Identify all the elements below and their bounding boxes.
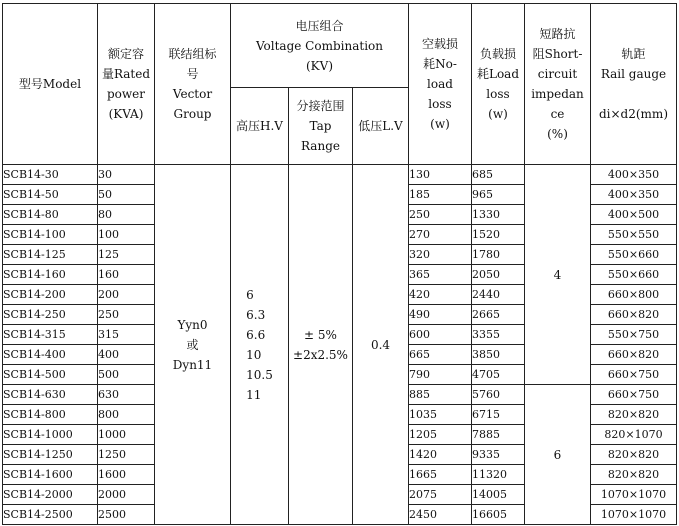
- vector-group-line: Dyn11: [172, 357, 213, 372]
- rail-gauge-cell: 820×820: [591, 445, 677, 465]
- transformer-spec-table: [2, 3, 677, 525]
- rail-gauge-cell: 660×820: [591, 305, 677, 325]
- power-cell: 800: [98, 405, 155, 425]
- load-loss-cell: 4705: [472, 365, 525, 385]
- power-cell: 500: [98, 365, 155, 385]
- load-loss-cell: 6715: [472, 405, 525, 425]
- load-loss-cell: 1330: [472, 205, 525, 225]
- model-cell: SCB14-100: [3, 225, 98, 245]
- load-loss-cell: 14005: [472, 485, 525, 505]
- no-load-loss-cell: 2075: [409, 485, 472, 505]
- model-cell: SCB14-250: [3, 305, 98, 325]
- header-no-load-loss: 空载损 耗No- load loss (w): [409, 4, 472, 165]
- power-cell: 400: [98, 345, 155, 365]
- header-impedance: 短路抗 阻Short- circuit impedan ce (%): [525, 4, 591, 165]
- no-load-loss-cell: 1420: [409, 445, 472, 465]
- lv-cell: 0.4: [353, 165, 409, 525]
- rail-gauge-cell: 550×550: [591, 225, 677, 245]
- power-cell: 50: [98, 185, 155, 205]
- load-loss-cell: 1520: [472, 225, 525, 245]
- power-cell: 80: [98, 205, 155, 225]
- rail-gauge-cell: 660×750: [591, 385, 677, 405]
- hv-values: [246, 285, 273, 405]
- model-cell: SCB14-400: [3, 345, 98, 365]
- no-load-loss-cell: 600: [409, 325, 472, 345]
- no-load-loss-cell: 1665: [409, 465, 472, 485]
- load-loss-cell: 2665: [472, 305, 525, 325]
- power-cell: 160: [98, 265, 155, 285]
- no-load-loss-cell: 490: [409, 305, 472, 325]
- no-load-loss-cell: 665: [409, 345, 472, 365]
- header-rated-power: 额定容 量Rated power (KVA): [98, 4, 155, 165]
- power-cell: 200: [98, 285, 155, 305]
- power-cell: 250: [98, 305, 155, 325]
- load-loss-cell: 7885: [472, 425, 525, 445]
- header-hv: 高压H.V: [231, 88, 289, 165]
- rail-gauge-cell: 660×820: [591, 345, 677, 365]
- rail-gauge-cell: 660×750: [591, 365, 677, 385]
- rail-gauge-cell: 820×820: [591, 465, 677, 485]
- power-cell: 125: [98, 245, 155, 265]
- power-cell: 1600: [98, 465, 155, 485]
- header-model: 型号Model: [3, 4, 98, 165]
- table-row: [3, 165, 677, 185]
- header-voltage-combination: 电压组合 Voltage Combination (KV): [231, 4, 409, 88]
- power-cell: 2000: [98, 485, 155, 505]
- model-cell: SCB14-1250: [3, 445, 98, 465]
- model-cell: SCB14-2000: [3, 485, 98, 505]
- no-load-loss-cell: 130: [409, 165, 472, 185]
- header-tap-range: 分接范围 Tap Range: [289, 88, 353, 165]
- power-cell: 315: [98, 325, 155, 345]
- power-cell: 1250: [98, 445, 155, 465]
- rail-gauge-cell: 550×660: [591, 265, 677, 285]
- load-loss-cell: 16605: [472, 505, 525, 525]
- no-load-loss-cell: 1035: [409, 405, 472, 425]
- model-cell: SCB14-1600: [3, 465, 98, 485]
- header-load-loss: 负载损 耗Load loss (w): [472, 4, 525, 165]
- load-loss-cell: 3355: [472, 325, 525, 345]
- hv-value: 6: [246, 287, 254, 302]
- header-lv: 低压L.V: [353, 88, 409, 165]
- rail-gauge-cell: 400×350: [591, 185, 677, 205]
- header-rail-gauge: 轨距 Rail gauge di×d2(mm): [591, 4, 677, 165]
- no-load-loss-cell: 885: [409, 385, 472, 405]
- hv-value: 10.5: [246, 367, 273, 382]
- no-load-loss-cell: 185: [409, 185, 472, 205]
- load-loss-cell: 5760: [472, 385, 525, 405]
- no-load-loss-cell: 320: [409, 245, 472, 265]
- vector-group-cell: [155, 165, 231, 525]
- rail-gauge-cell: 820×820: [591, 405, 677, 425]
- model-cell: SCB14-315: [3, 325, 98, 345]
- model-cell: SCB14-125: [3, 245, 98, 265]
- hv-value: 6.3: [246, 307, 266, 322]
- power-cell: 30: [98, 165, 155, 185]
- model-cell: SCB14-1000: [3, 425, 98, 445]
- no-load-loss-cell: 790: [409, 365, 472, 385]
- load-loss-cell: 9335: [472, 445, 525, 465]
- no-load-loss-cell: 2450: [409, 505, 472, 525]
- load-loss-cell: 2050: [472, 265, 525, 285]
- impedance-cell: 4: [525, 165, 591, 385]
- no-load-loss-cell: 270: [409, 225, 472, 245]
- power-cell: 1000: [98, 425, 155, 445]
- no-load-loss-cell: 420: [409, 285, 472, 305]
- vector-group-line: 或: [186, 337, 199, 352]
- model-cell: SCB14-800: [3, 405, 98, 425]
- model-cell: SCB14-50: [3, 185, 98, 205]
- rail-gauge-cell: 820×1070: [591, 425, 677, 445]
- tap-range-line: ± 5%: [304, 327, 337, 342]
- model-cell: SCB14-80: [3, 205, 98, 225]
- model-cell: SCB14-500: [3, 365, 98, 385]
- vector-group-line: Yyn0: [177, 317, 208, 332]
- load-loss-cell: 965: [472, 185, 525, 205]
- load-loss-cell: 685: [472, 165, 525, 185]
- hv-value: 10: [246, 347, 262, 362]
- impedance-cell: 6: [525, 385, 591, 525]
- rail-gauge-cell: 660×800: [591, 285, 677, 305]
- rail-gauge-cell: 400×350: [591, 165, 677, 185]
- rail-gauge-cell: 550×660: [591, 245, 677, 265]
- tap-range-line: ±2x2.5%: [293, 347, 348, 362]
- model-cell: SCB14-2500: [3, 505, 98, 525]
- load-loss-cell: 3850: [472, 345, 525, 365]
- header-vector-group: 联结组标 号 Vector Group: [155, 4, 231, 165]
- load-loss-cell: 11320: [472, 465, 525, 485]
- no-load-loss-cell: 365: [409, 265, 472, 285]
- rail-gauge-cell: 400×500: [591, 205, 677, 225]
- model-cell: SCB14-160: [3, 265, 98, 285]
- rail-gauge-cell: 1070×1070: [591, 485, 677, 505]
- hv-value: 6.6: [246, 327, 266, 342]
- rail-gauge-cell: 1070×1070: [591, 505, 677, 525]
- power-cell: 100: [98, 225, 155, 245]
- power-cell: 2500: [98, 505, 155, 525]
- hv-value: 11: [246, 387, 262, 402]
- model-cell: SCB14-200: [3, 285, 98, 305]
- no-load-loss-cell: 1205: [409, 425, 472, 445]
- tap-range-cell: [289, 165, 353, 525]
- hv-cell: [231, 165, 289, 525]
- rail-gauge-cell: 550×750: [591, 325, 677, 345]
- power-cell: 630: [98, 385, 155, 405]
- model-cell: SCB14-630: [3, 385, 98, 405]
- no-load-loss-cell: 250: [409, 205, 472, 225]
- load-loss-cell: 1780: [472, 245, 525, 265]
- load-loss-cell: 2440: [472, 285, 525, 305]
- model-cell: SCB14-30: [3, 165, 98, 185]
